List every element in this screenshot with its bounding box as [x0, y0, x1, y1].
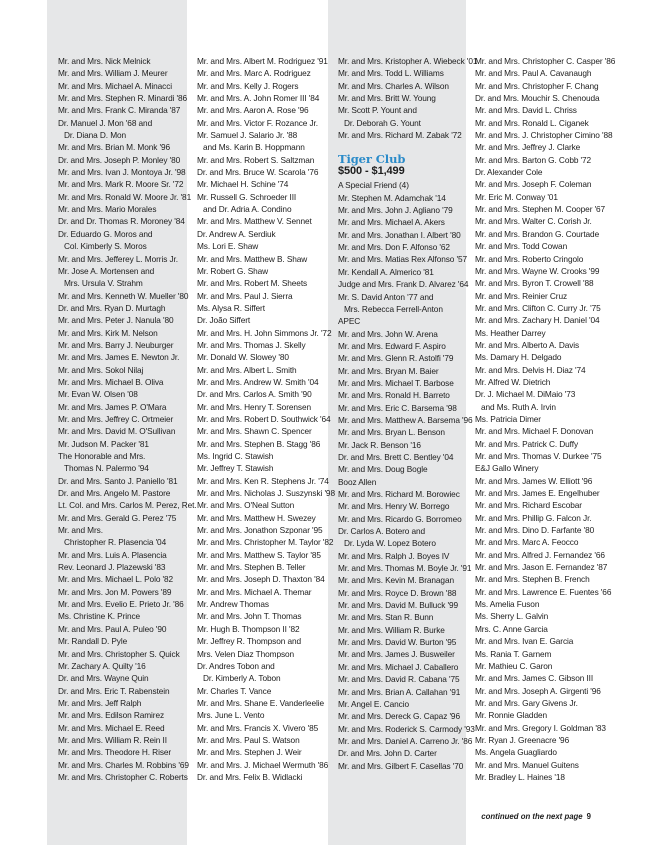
donor-name: Mr. and Mrs. Jason E. Fernandez '87 [475, 562, 608, 573]
donor-name: Mr. and Mrs. Ivan J. Montoya Jr. '98 [58, 167, 186, 178]
donor-name: A Special Friend (4) [338, 180, 409, 191]
donor-name: Mr. and Mrs. Matthew B. Shaw [197, 253, 308, 264]
donor-name: Mr. and Mrs. Jeff Ralph [58, 697, 142, 708]
donor-name: Dr. and Dr. Thomas R. Moroney '84 [58, 216, 185, 227]
donor-name: Dr. and Mrs. Mouchir S. Chenouda [475, 93, 600, 104]
donor-name: Mr. and Mrs. Glenn R. Astolfi '79 [338, 353, 454, 364]
donor-name: Mr. and Mrs. Michael A. Themar [197, 586, 312, 597]
donor-name: Mrs. Ursula V. Strahm [64, 278, 143, 289]
donor-name: Mr. and Mrs. Stephen M. Cooper '67 [475, 204, 606, 215]
donor-name: Mr. and Mrs. Dereck G. Capaz '96 [338, 711, 460, 722]
donor-name: The Honorable and Mrs. [58, 451, 146, 461]
donor-name: Mr. and Mrs. Kristopher A. Wiebeck '01 [338, 56, 478, 66]
donor-name: Mr. Jack R. Benson '16 [338, 439, 421, 450]
donor-name: Ms. Damary H. Delgado [475, 352, 562, 363]
donor-name: Mr. and Mrs. Gary Givens Jr. [475, 697, 578, 708]
donor-name: Mr. Jeffrey T. Stawish [197, 463, 274, 474]
donor-name: Mr. and Mrs. Lawrence E. Fuentes '66 [475, 586, 612, 597]
donor-name: Mr. and Mrs. John T. Thomas [197, 611, 302, 622]
donor-name: Mr. and Mrs. Shawn C. Spencer [197, 426, 312, 437]
donor-list-top [338, 55, 477, 141]
donor-name: Mr. and Mrs. Sokol Nilaj [58, 364, 144, 375]
donor-name: Mr. and Mrs. Robert D. Southwick '64 [197, 413, 331, 424]
donor-name: Mr. and Mrs. H. John Simmons Jr. '72 [197, 327, 332, 338]
donor-name: Mr. and Mrs. Andrew W. Smith '04 [197, 376, 319, 387]
donor-name: Mr. and Mrs. Mario Morales [58, 204, 157, 215]
donor-name: Mr. and Mrs. Marc A. Rodriguez [197, 68, 311, 79]
donor-name: Mr. and Mrs. Brian A. Callahan '91 [338, 686, 461, 697]
donor-name: Mr. and Mrs. Richard Escobar [475, 500, 582, 511]
donor-name: Dr. and Mrs. Ryan D. Murtagh [58, 302, 166, 313]
donor-name: Mr. and Mrs. Matthew A. Barsema '96 [338, 414, 473, 425]
donor-name: Mr. and Mrs. Frank C. Miranda '87 [58, 105, 181, 116]
donor-name: Mr. and Mrs. Richard M. Borowiec [338, 489, 460, 499]
donor-name: Mr. and Mrs. Joseph F. Coleman [475, 179, 592, 190]
donor-name: Mr. and Mrs. Michael E. Reed [58, 722, 165, 733]
donor-name: Mr. Ryan J. Greenacre '96 [475, 734, 570, 745]
donor-name: Mr. and Mrs. Jefferey L. Morris Jr. [58, 253, 178, 264]
donor-name: Mr. Charles T. Vance [197, 685, 272, 696]
donor-name: Mr. and Mrs. J. Christopher Cimino '88 [475, 130, 613, 141]
donor-name: Mr. and Mrs. Robert S. Saltzman [197, 154, 315, 165]
donor-name: Mr. and Mrs. Alfred J. Fernandez '66 [475, 549, 605, 560]
donor-name: Mr. and Mrs. James P. O'Mara [58, 401, 167, 412]
donor-name: Mr. and Mrs. Royce D. Brown '88 [338, 587, 457, 598]
donor-name: Mr. and Mrs. Michael A. Minacci [58, 80, 173, 91]
donor-name: Mr. and Mrs. Michael F. Donovan [475, 426, 594, 437]
donor-name: Dr. and Mrs. Bruce W. Scarola '76 [197, 167, 319, 178]
donor-name: Mr. and Mrs. Alberto A. Davis [475, 339, 580, 350]
donor-name: Mr. Randall D. Pyle [58, 636, 128, 647]
donor-name: Mr. and Mrs. Reinier Cruz [475, 290, 568, 301]
donor-name: Booz Allen [338, 476, 377, 487]
donor-name: Mr. Samuel J. Salario Jr. '88 [197, 130, 298, 141]
donor-name: Mr. and Mrs. William J. Meurer [58, 68, 168, 79]
donor-name: Mr. and Mrs. Todd Cowan [475, 241, 568, 252]
donor-name: Mr. and Mrs. James E. Newton Jr. [58, 352, 180, 363]
donor-name: Mr. and Mrs. James E. Engelhuber [475, 488, 600, 499]
donor-name: Mr. and Mrs. Ivan E. Garcia [475, 636, 574, 647]
donor-name: Mr. and Mrs. Clifton C. Curry Jr. '75 [475, 302, 601, 313]
donor-name: Dr. Deborah G. Yount [344, 117, 421, 128]
donor-name: Mr. and Mrs. Kevin M. Branagan [338, 575, 454, 586]
donor-name: Mr. and Mrs. Marc A. Feocco [475, 537, 579, 548]
donor-name: Mr. and Mrs. Aaron A. Rose '96 [197, 105, 309, 116]
donor-name: Mr. and Mrs. Paul J. Sierra [197, 290, 293, 301]
donor-name: Mr. and Mrs. O'Neal Sutton [197, 500, 295, 511]
donor-name: Mr. and Mrs. Francis X. Vivero '85 [197, 722, 319, 733]
donor-name: Mr. and Mrs. Jonathan I. Albert '80 [338, 229, 461, 240]
donor-name: Dr. Manuel J. Mon '68 and [58, 117, 153, 128]
donor-name: Mr. and Mrs. Jonathon Szponar '95 [197, 525, 323, 536]
donor-name: Lt. Col. and Mrs. Carlos M. Perez, Ret. [58, 500, 197, 511]
donor-name: Mr. and Mrs. Eric C. Barsema '98 [338, 402, 457, 413]
donor-name: Mr. and Mrs. James J. Busweiler [338, 649, 455, 660]
donor-name: Mr. and Mrs. Gilbert F. Casellas '70 [338, 760, 464, 771]
donor-name: Mr. and Mrs. Christopher C. Roberts [58, 771, 188, 782]
donor-name: Mr. and Mrs. Henry T. Sorensen [197, 401, 311, 412]
donor-name: Dr. and Mrs. John D. Carter [338, 748, 437, 759]
donor-name: Ms. Rania T. Garnem [475, 648, 552, 659]
donor-name: Mr. and Mrs. Shane E. Vanderleelie [197, 697, 324, 708]
giving-club-title: Tiger Club [338, 152, 406, 167]
donor-name: Mr. and Mrs. Mark R. Moore Sr. '72 [58, 179, 184, 190]
donor-name: Mr. and Mrs. Evelio E. Prieto Jr. '86 [58, 599, 184, 610]
donor-name: Mr. and Mrs. Michael J. Caballero [338, 661, 459, 672]
donor-name: Mr. Eric M. Conway '01 [475, 191, 558, 202]
donor-name: Mr. and Mrs. Stephen B. Stagg '86 [197, 438, 321, 449]
donor-name: Mr. Evan W. Olsen '08 [58, 389, 138, 400]
donor-name: Mr. and Mrs. Michael T. Barbose [338, 377, 454, 388]
donor-column-4 [475, 55, 615, 783]
donor-name: Mr. and Mrs. Ronald H. Barreto [338, 390, 450, 401]
donor-name: Ms. Sherry L. Galvin [475, 611, 549, 622]
donor-name: Dr. João Siffert [197, 315, 251, 326]
donor-name: Mr. and Mrs. Roberto Cringolo [475, 253, 584, 264]
donor-name: Mr. Bradley L. Haines '18 [475, 771, 565, 782]
donor-name: Christopher R. Plasencia '04 [64, 537, 167, 548]
donor-name: Mr. and Mrs. Christopher C. Casper '86 [475, 56, 616, 66]
donor-name: Dr. Kimberly A. Tobon [203, 673, 281, 684]
donor-name: Ms. Ingrid C. Stawish [197, 451, 274, 461]
donor-name: Mr. and Mrs. Stephen B. French [475, 574, 590, 585]
donor-name: Dr. Lyda W. Lopez Botero [344, 538, 436, 549]
donor-name: Mr. and Mrs. Victor F. Rozance Jr. [197, 117, 318, 128]
donor-name: Judge and Mrs. Frank D. Alvarez '64 [338, 279, 469, 290]
donor-name: Mr. Michael H. Schine '74 [197, 179, 289, 190]
donor-name: Mr. and Mrs. Matthew H. Swezey [197, 512, 316, 523]
donor-name: Mr. and Mrs. John J. Agliano '79 [338, 205, 453, 216]
donor-name: Mr. and Mrs. Don F. Alfonso '62 [338, 242, 450, 253]
donor-name: Mr. and Mrs. David M. O'Sullivan [58, 426, 176, 437]
donor-name: Ms. Christine K. Prince [58, 611, 141, 622]
donor-name: Ms. Heather Darrey [475, 327, 546, 338]
donor-name: Mr. and Mrs. Ronald W. Moore Jr. '81 [58, 191, 192, 202]
donor-name: Dr. Andres Tobon and [197, 660, 275, 671]
continued-note: continued on the next page [481, 812, 583, 821]
donor-name: Mr. and Mrs. Barton G. Cobb '72 [475, 154, 592, 165]
donor-name: Mr. and Mrs. Britt W. Young [338, 93, 436, 104]
donor-name: Dr. Carlos A. Botero and [338, 526, 426, 537]
donor-name: Mr. and Mrs. Byron T. Crowell '88 [475, 278, 594, 289]
donor-name: APEC [338, 316, 361, 327]
page-number: 9 [586, 812, 591, 821]
donor-name: Mr. and Mrs. Nicholas J. Suszynski '98 [197, 488, 335, 499]
donor-name: Mr. and Mrs. J. Michael Wermuth '86 [197, 759, 329, 770]
donor-name: Dr. Andrew A. Serdiuk [197, 228, 276, 239]
donor-name: Mr. and Mrs. Zachary H. Daniel '04 [475, 315, 600, 326]
donor-name: Mr. and Mrs. Michael B. Oliva [58, 376, 164, 387]
donor-name: Mr. Jeffrey R. Thompson and [197, 636, 301, 647]
donor-name: Mr. and Mrs. Dino D. Farfante '80 [475, 525, 595, 536]
donor-name: Mr. and Mrs. Charles M. Robbins '69 [58, 759, 189, 770]
donor-name: Mr. and Mrs. Christopher M. Taylor '82 [197, 537, 334, 548]
donor-name: Mr. and Mrs. Michael A. Akers [338, 217, 445, 228]
donor-name: Ms. Amelia Fuson [475, 599, 540, 610]
donor-name: Mr. and Mrs. Peter J. Nanula '80 [58, 315, 174, 326]
donor-name: Mr. and Mrs. Ralph J. Boyes IV [338, 550, 450, 561]
donor-name: Dr. and Mrs. Brett C. Bentley '04 [338, 451, 454, 462]
donor-name: and Dr. Adria A. Condino [203, 204, 292, 215]
donor-name: Mr. and Mrs. Jon M. Powers '89 [58, 586, 172, 597]
donor-name: Mr. and Mrs. Bryan M. Baier [338, 365, 439, 376]
donor-name: Mr. S. David Anton '77 and [338, 291, 434, 302]
donor-name: Ms. Alysa R. Siffert [197, 302, 265, 313]
donor-name: Mr. and Mrs. Doug Bogle [338, 464, 428, 475]
donor-name: Mr. and Mrs. Paul A. Puleo '90 [58, 623, 167, 634]
donor-name: Mr. and Mrs. Roderick S. Carmody '93 [338, 723, 475, 734]
donor-name: Col. Kimberly S. Moros [64, 241, 147, 252]
donor-name: Mr. and Mrs. Richard M. Zabak '72 [338, 130, 462, 141]
donor-name: Mr. and Mrs. Jeffrey C. Ortmeier [58, 413, 174, 424]
page-footer [481, 812, 591, 821]
donor-name: Mr. and Mrs. Thomas J. Skelly [197, 339, 306, 350]
donor-name: Mr. and Mrs. Matthew V. Sennet [197, 216, 312, 227]
donor-name: Dr. Diana D. Mon [64, 130, 127, 141]
donor-name: Mr. and Mrs. Gerald G. Perez '75 [58, 512, 177, 523]
donor-name: Mr. and Mrs. Kenneth W. Mueller '80 [58, 290, 189, 301]
donor-name: Mr. and Mrs. William R. Burke [338, 624, 445, 635]
donor-name: and Ms. Ruth A. Irvin [481, 401, 556, 412]
donor-name: Mr. and Mrs. Gregory I. Goldman '83 [475, 722, 606, 733]
donor-name: Mr. and Mrs. Stan R. Bunn [338, 612, 434, 623]
donor-name: Mr. Donald W. Slowey '80 [197, 352, 289, 363]
donor-name: Mr. and Mrs. Brandon G. Courtade [475, 228, 600, 239]
donor-name: Mr. Russell G. Schroeder III [197, 191, 297, 202]
donor-name: Mr. and Mrs. Stephen B. Teller [197, 562, 306, 573]
donor-name: Mr. and Mrs. Nick Melnick [58, 56, 151, 66]
donor-name: Mr. and Mrs. Robert M. Sheets [197, 278, 308, 289]
donor-name: Mr. and Mrs. William R. Rein II [58, 734, 167, 745]
donor-name: Dr. and Mrs. Joseph P. Monley '80 [58, 154, 181, 165]
donor-name: Mr. Kendall A. Almerico '81 [338, 266, 434, 277]
donor-name: Mr. and Mrs. Matthew S. Taylor '85 [197, 549, 321, 560]
donor-name: Mr. and Mrs. Theodore H. Riser [58, 747, 172, 758]
donor-name: Mr. and Mrs. Christopher S. Quick [58, 648, 180, 659]
donor-name: Mr. Stephen M. Adamchak '14 [338, 192, 446, 203]
donor-name: Mr. and Mrs. Walter C. Corish Jr. [475, 216, 592, 227]
donor-name: Mr. and Mrs. Brian M. Monk '96 [58, 142, 171, 153]
donor-name: Dr. and Mrs. Eric T. Rabenstein [58, 685, 170, 696]
donor-name: Mr. and Mrs. Bryan L. Benson [338, 427, 445, 438]
donor-name: Mr. Jose A. Mortensen and [58, 265, 155, 276]
donor-name: Mr. and Mrs. Albert M. Rodriguez '91 [197, 56, 328, 66]
donor-name: Mr. and Mrs. Charles A. Wilson [338, 80, 449, 91]
donor-column-2 [197, 55, 335, 783]
donor-name: Mr. Hugh B. Thompson II '82 [197, 623, 300, 634]
donor-name: Dr. and Mrs. Carlos A. Smith '90 [197, 389, 312, 400]
donor-name: Mr. and Mrs. Christopher F. Chang [475, 80, 599, 91]
donor-list-bottom [338, 179, 477, 772]
donor-name: Mr. and Mrs. David W. Burton '95 [338, 637, 457, 648]
donor-name: Ms. Lori E. Shaw [197, 241, 259, 252]
donor-name: Dr. and Mrs. Angelo M. Pastore [58, 488, 171, 499]
donor-name: Mr. and Mrs. Kelly J. Rogers [197, 80, 299, 91]
donor-name: Mr. Robert G. Shaw [197, 265, 269, 276]
donor-name: Mr. and Mrs. David L. Chriss [475, 105, 577, 116]
donor-name: Mr. Angel E. Cancio [338, 698, 409, 709]
donor-name: Mr. Scott P. Yount and [338, 105, 417, 116]
donor-name: Mr. and Mrs. Patrick C. Duffy [475, 438, 578, 449]
donor-name: Mr. Mathieu C. Garon [475, 660, 553, 671]
donor-name: Mrs. June L. Vento [197, 710, 265, 721]
donor-name: Mr. and Mrs. Joseph A. Girgenti '96 [475, 685, 601, 696]
donor-name: Mr. and Mrs. David M. Bulluck '99 [338, 600, 459, 611]
donor-name: Mr. and Mrs. Stephen R. Minardi '86 [58, 93, 188, 104]
donor-name: Mr. Alfred W. Dietrich [475, 376, 551, 387]
donor-name: Mr. and Mrs. Stephen J. Weir [197, 747, 302, 758]
donor-name: Mr. Ronnie Gladden [475, 710, 547, 721]
donor-name: Mr. and Mrs. [58, 525, 103, 536]
donor-name: Mr. and Mrs. David R. Cabana '75 [338, 674, 460, 685]
donor-name: Dr. Alexander Cole [475, 167, 543, 178]
donor-name: Mr. and Mrs. Edward F. Aspiro [338, 340, 446, 351]
donor-name: Mr. and Mrs. Daniel A. Carreno Jr. '86 [338, 735, 473, 746]
donor-name: Dr. and Mrs. Santo J. Paniello '81 [58, 475, 178, 486]
donor-name: Mr. and Mrs. Thomas V. Durkee '75 [475, 451, 602, 461]
donor-column-1 [58, 55, 197, 783]
donor-name: Mr. and Mrs. Michael L. Polo '82 [58, 574, 174, 585]
donor-name: Mr. Andrew Thomas [197, 599, 269, 610]
donor-name: Rev. Leonard J. Plazewski '83 [58, 562, 166, 573]
donor-name: Mrs. Velen Diaz Thompson [197, 648, 295, 659]
donor-name: Mr. and Mrs. Joseph D. Thaxton '84 [197, 574, 325, 585]
donor-name: Mr. and Mrs. Henry W. Borrego [338, 501, 450, 512]
donor-name: Mr. and Mrs. Ronald L. Ciganek [475, 117, 589, 128]
donor-name: Mr. and Mrs. Jeffrey J. Clarke [475, 142, 581, 153]
donor-name: Mr. and Mrs. Ken R. Stephens Jr. '74 [197, 475, 329, 486]
donor-name: E&J Gallo Winery [475, 463, 539, 474]
donor-name: Mr. and Mrs. James W. Elliott '96 [475, 475, 593, 486]
donor-name: Mrs. Rebecca Ferrell-Anton [344, 303, 443, 314]
donor-name: and Ms. Karin B. Hoppmann [203, 142, 305, 153]
donor-name: Mr. and Mrs. A. John Romer III '84 [197, 93, 320, 104]
donor-name: Mr. and Mrs. Ricardo G. Borromeo [338, 513, 462, 524]
donor-name: Mrs. C. Anne Garcia [475, 623, 548, 634]
donor-name: Mr. and Mrs. Kirk M. Nelson [58, 327, 158, 338]
donor-name: Mr. Judson M. Packer '81 [58, 438, 149, 449]
donor-name: Mr. and Mrs. Todd L. Williams [338, 68, 444, 79]
donor-name: Mr. and Mrs. Manuel Guitens [475, 759, 579, 770]
donor-name: Mr. and Mrs. John W. Arena [338, 328, 438, 339]
donor-name: Mr. and Mrs. Barry J. Neuburger [58, 339, 174, 350]
donor-name: Mr. and Mrs. Wayne W. Crooks '99 [475, 265, 600, 276]
donor-name: Ms. Patricia Dimer [475, 413, 541, 424]
donor-name: Mr. and Mrs. Edilson Ramirez [58, 710, 165, 721]
donor-name: Mr. and Mrs. Phillip G. Falcon Jr. [475, 512, 592, 523]
donor-name: Mr. and Mrs. Paul S. Watson [197, 734, 300, 745]
donor-name: Dr. Eduardo G. Moros and [58, 228, 153, 239]
donor-name: Dr. J. Michael M. DiMaio '73 [475, 389, 576, 400]
donor-name: Mr. and Mrs. Matias Rex Alfonso '57 [338, 254, 468, 265]
donor-name: Dr. and Mrs. Wayne Quin [58, 673, 149, 684]
donor-column-3 [338, 55, 477, 772]
giving-club-range: $500 - $1,499 [338, 165, 405, 178]
donor-name: Thomas N. Palermo '94 [64, 463, 149, 474]
donor-name: Mr. and Mrs. Delvis H. Diaz '74 [475, 364, 586, 375]
donor-name: Ms. Angela Guagliardo [475, 747, 557, 758]
donor-name: Mr. and Mrs. James C. Gibson III [475, 673, 594, 684]
donor-name: Mr. and Mrs. Thomas M. Boyle Jr. '91 [338, 563, 472, 574]
donor-name: Mr. and Mrs. Paul A. Cavanaugh [475, 68, 592, 79]
donor-name: Mr. and Mrs. Albert L. Smith [197, 364, 297, 375]
donor-name: Mr. Zachary A. Quilty '16 [58, 660, 146, 671]
donor-name: Dr. and Mrs. Felix B. Widlacki [197, 771, 303, 782]
donor-name: Mr. and Mrs. Luis A. Plasencia [58, 549, 167, 560]
